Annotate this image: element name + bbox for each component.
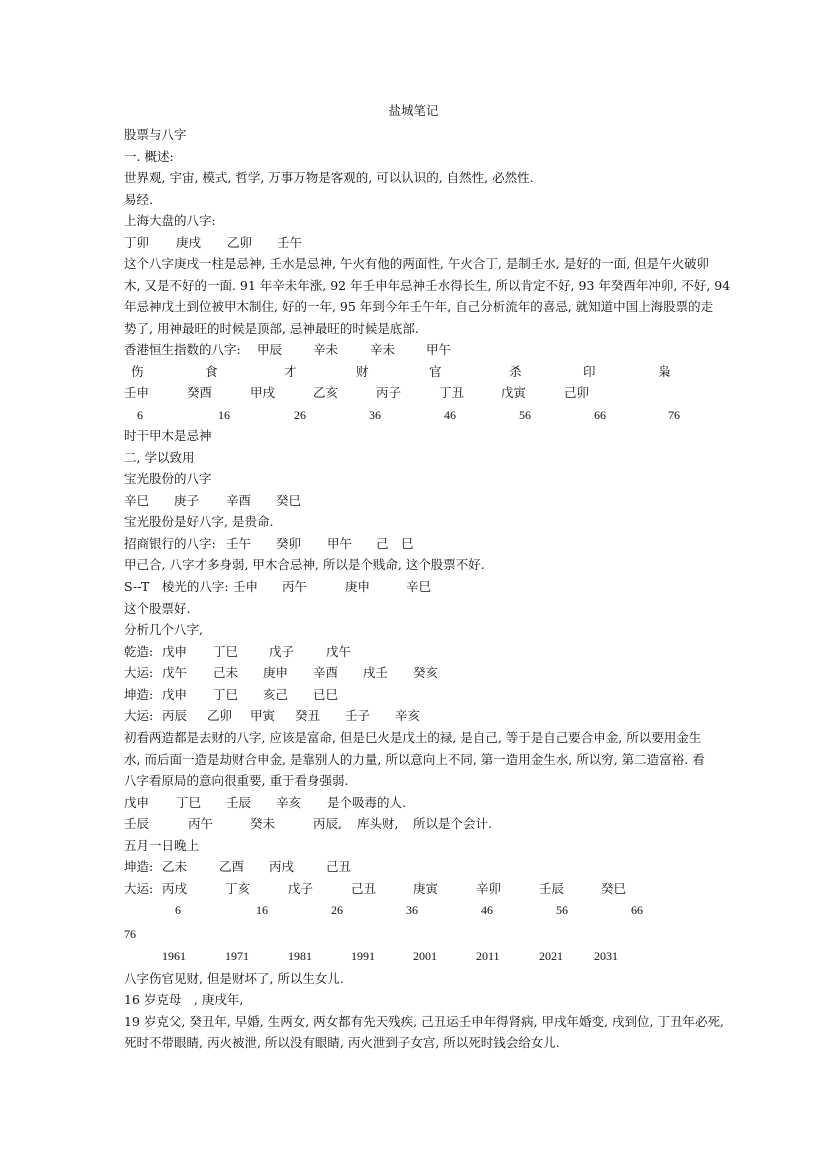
paragraph: 初看两造都是去财的八字, 应该是富命, 但是巳火是戊土的禄, 是自己, 等于是自己要合申金, 所以要用金生 (124, 730, 702, 745)
heading-stocks-bazi: 股票与八字 (124, 127, 187, 142)
paragraph: 时干甲木是忌神 (124, 428, 212, 443)
paragraph: 年忌神戊土到位被甲木制住, 好的一年, 95 年到今年壬午年, 自己分析流年的喜忌, 就知道中国上海股票的走 (124, 299, 714, 314)
kun-label: 坤造: (124, 687, 154, 702)
dayun-label: 大运: (124, 708, 154, 723)
dayun-label: 大运: (124, 665, 154, 680)
section-apply: 二, 学以致用 (124, 450, 195, 465)
paragraph: 这个八字庚戌一柱是忌神, 壬水是忌神, 午火有他的两面性, 午火合丁, 是制壬水, 是好的一面, 但是午火破卯 (124, 256, 710, 271)
paragraph: 八字伤官见财, 但是财坏了, 所以生女儿. (124, 971, 344, 986)
paragraph: 甲己合, 八字才多身弱, 甲木合忌神, 所以是个贱命, 这个股票不好. (124, 557, 485, 572)
paragraph: 这个股票好. (124, 601, 191, 616)
heading-shanghai: 上海大盘的八字: (124, 213, 216, 228)
paragraph: 势了, 用神最旺的时候是顶部, 忌神最旺的时候是底部. (124, 321, 419, 336)
paragraph: 宝光股份是好八字, 是贵命. (124, 514, 274, 529)
document-page: 盐城笔记 股票与八字 一. 概述: 世界观, 宇宙, 模式, 哲学, 万事万物是客观的, 可以认识的, 自然性, 必然性. 易经. 上海大盘的八字: 丁卯 庚戌 乙卯 壬午 这个八字庚戌一柱是忌神, 壬水是忌神, 午火有他的两面性, 午火合丁, 是制壬水, 是好的一面, 但是午火破卯 木, 又是不好的一面. 91 年辛未年涨, 92 年壬申年忌神壬水得长生, 所以肯定不好, 93 年癸酉年冲卯, 不好, 94 年忌神戊土到位被甲木制住, 好的一年, 95 年到今年壬午年, 自己分析流年的喜忌, 就知道中国上海股票的走 势了, 用神最旺的时候是顶部, 忌神最旺的时候是底部. 香港恒生指数的八字: 甲辰 辛未 辛未 甲午 伤 食 才 财 官 杀 印 枭 壬申 癸酉 甲戌 乙亥 丙子 丁丑 戊寅 己卯 6 16 26 36 46 56 66 76 时干甲木是忌神 二, 学以致用 宝光股份的八字 辛巳 庚子 辛酉 癸巳 宝光股份是好八字, 是贵命. 招商银行的八字: 壬午 癸卯 甲午 己 巳 甲己合, 八字才多身弱, 甲木合忌神, 所以是个贱命, 这个股票不好. S--T 棱光的八字: 壬申 丙午 庚申 辛巳 这个股票好. 分析几个八字, 乾造: 戊申 丁巳 戊子 戊午 大运: 戊午 己未 庚申 辛酉 戌壬 癸亥 坤造: 戊申 丁巳 亥己 已巳 大运: 丙辰 乙卯 甲寅 癸丑 壬子 辛亥 初看两造都是去财的八字, 应该是富命, 但是巳火是戊土的禄, 是自己, 等于是自己要合申金, 所以要用金生 水, 而后面一造是劫财合申金, 是靠别人的力量, 所以意向上不同, 第一造用金生水, 所以穷, 第二造富裕. 看 八字看原局的意向很重要, 重于看身强弱. 戊申 丁巳 壬辰 辛亥 是个吸毒的人. 壬辰 丙午 癸未 丙辰, 库头财, 所以是个会计. 五月一日晚上 坤造: 乙未 乙酉 丙戌 己丑 大运: 丙戌 丁亥 戊子 己丑 庚寅 辛卯 壬辰 癸巳 6 16 26 36 46 56 66 76 1961 1971 1981 1991 2001 2011 2021 2031 八字伤官见财, 但是财坏了, 所以生女儿. 16 岁克母 , 庚戌年, 19 岁克父, 癸丑年, 早婚, 生两女, 两女都有先天残疾, 己丑运壬申年得肾病, 甲戌年婚变, 戌到位, 丁丑年必死, 死时不带眼睛, 丙火被泄, 所以没有眼睛, 丙火泄到子女宫, 所以死时钱会给女儿. (0, 0, 827, 1169)
qian-label: 乾造: (124, 644, 154, 659)
paragraph: 分析几个八字, (124, 622, 203, 637)
paragraph: 易经. (124, 192, 153, 207)
heading-may-first: 五月一日晚上 (124, 838, 200, 853)
paragraph: 八字看原局的意向很重要, 重于看身强弱. (124, 773, 349, 788)
paragraph: 水, 而后面一造是劫财合申金, 是靠别人的力量, 所以意向上不同, 第一造用金生水, 所以穷, 第二造富裕. 看 (124, 752, 705, 767)
heading-lengguang: S--T 棱光的八字: (124, 579, 229, 594)
paragraph: 19 岁克父, 癸丑年, 早婚, 生两女, 两女都有先天残疾, 己丑运壬申年得肾病, 甲戌年婚变, 戌到位, 丁丑年必死, (124, 1014, 724, 1029)
dayun-label: 大运: (124, 881, 154, 896)
document-title: 盐城笔记 (388, 103, 439, 118)
kun-label: 坤造: (124, 859, 154, 874)
heading-zhaoshang: 招商银行的八字: (124, 536, 216, 551)
heading-hk: 香港恒生指数的八字: (124, 342, 241, 357)
paragraph: 世界观, 宇宙, 模式, 哲学, 万事万物是客观的, 可以认识的, 自然性, 必然性. (124, 170, 534, 185)
section-overview: 一. 概述: (124, 149, 174, 164)
paragraph: 16 岁克母 , 庚戌年, (124, 992, 244, 1007)
paragraph: 木, 又是不好的一面. 91 年辛未年涨, 92 年壬申年忌神壬水得长生, 所以肯定不好, 93 年癸酉年冲卯, 不好, 94 (124, 278, 731, 293)
heading-baoguang: 宝光股份的八字 (124, 471, 212, 486)
paragraph: 死时不带眼睛, 丙火被泄, 所以没有眼睛, 丙火泄到子女宫, 所以死时钱会给女儿. (124, 1035, 560, 1050)
